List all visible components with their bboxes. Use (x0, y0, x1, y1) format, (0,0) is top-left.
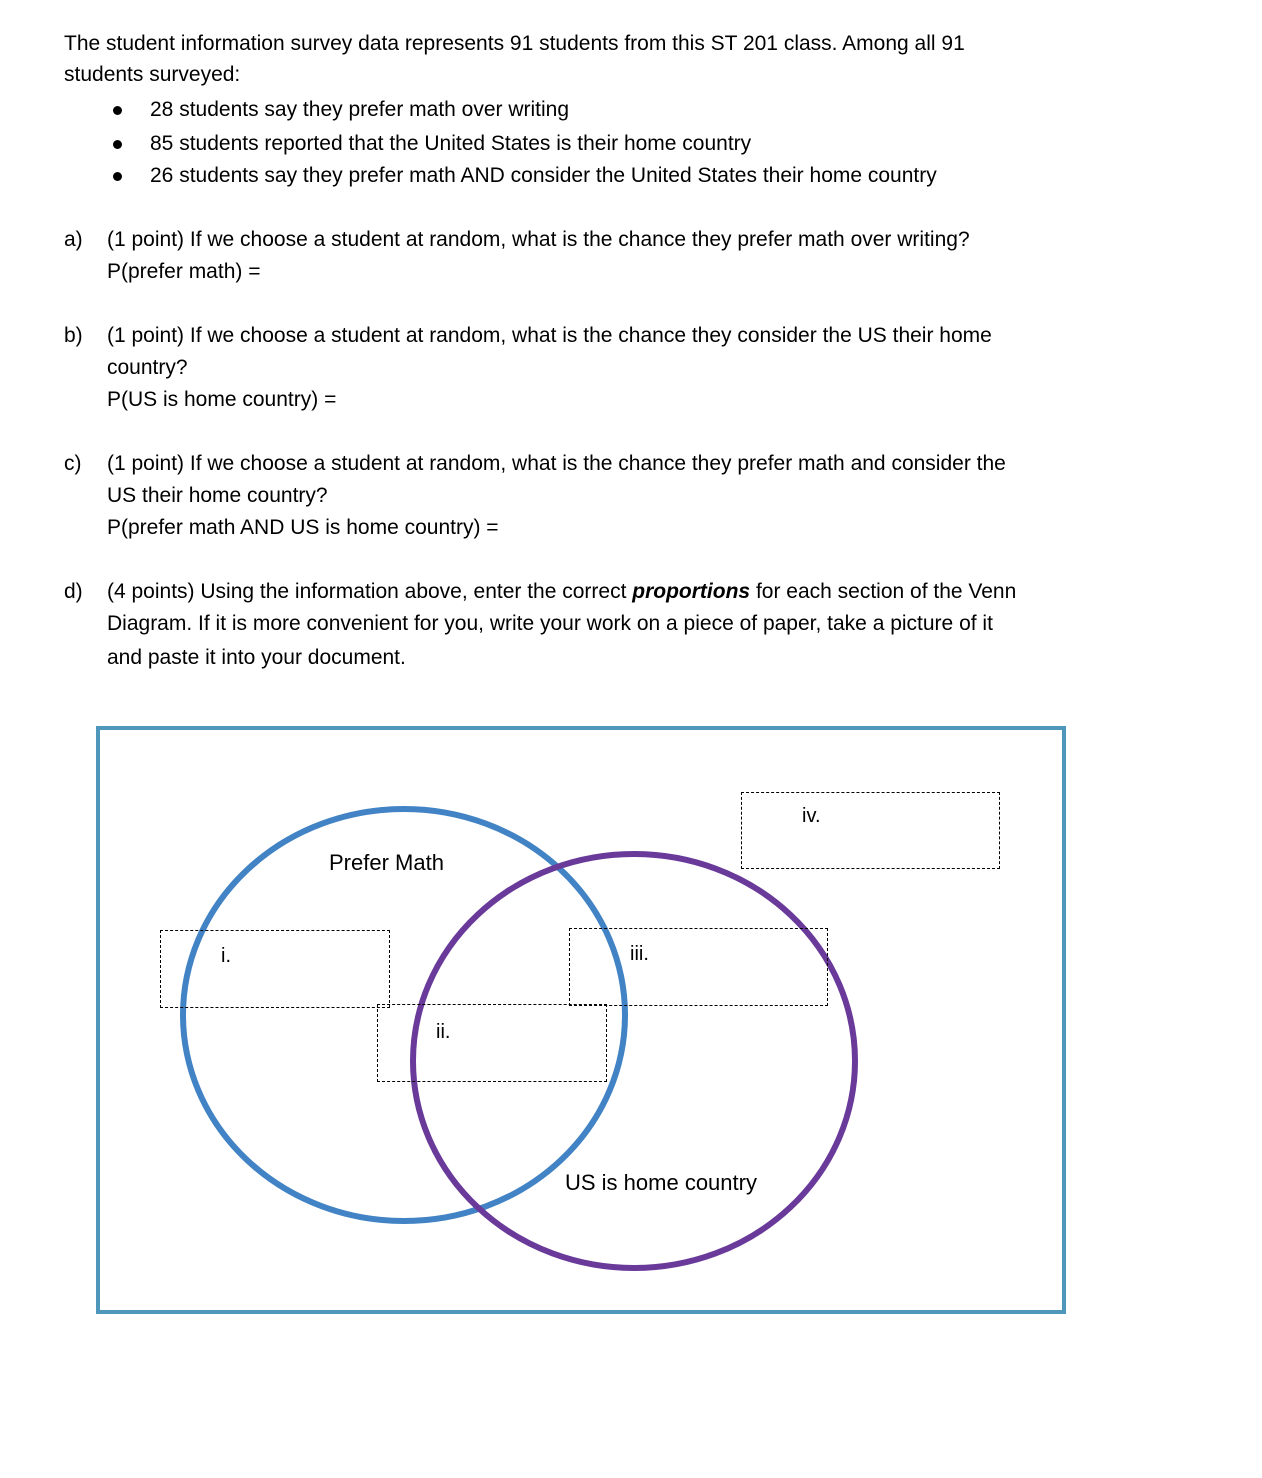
question-d-text-post: for each section of the Venn (750, 580, 1017, 603)
question-b-text-2: country? (107, 356, 188, 379)
bullet-item: 26 students say they prefer math AND consider the United States their home country (150, 164, 937, 187)
venn-label-us-home: US is home country (565, 1170, 757, 1195)
emphasis-proportions: proportions (632, 580, 751, 603)
box-label: iii. (630, 943, 649, 965)
intro-line-2: students surveyed: (64, 63, 241, 86)
question-c-label: c) (64, 452, 82, 475)
question-d-label: d) (64, 580, 83, 603)
question-c-text-2: US their home country? (107, 484, 328, 507)
box-label: i. (221, 945, 231, 967)
question-d-text-pre: (4 points) Using the information above, enter the correct (107, 580, 633, 603)
box-label: ii. (436, 1021, 451, 1043)
bullet-item: 85 students reported that the United States is their home country (150, 132, 752, 155)
intro-line-1: The student information survey data represents 91 students from this ST 201 class. Among all 91 (64, 32, 965, 55)
answer-box-iv[interactable] (741, 792, 1000, 869)
box-label: iv. (802, 805, 821, 827)
question-b-answer-prompt: P(US is home country) = (107, 388, 337, 411)
bullet-item: 28 students say they prefer math over writing (150, 98, 570, 121)
question-a-text: (1 point) If we choose a student at random, what is the chance they prefer math over writing? (107, 228, 970, 251)
venn-label-prefer-math: Prefer Math (329, 850, 444, 875)
question-d-text-2: Diagram. If it is more convenient for you, write your work on a piece of paper, take a picture of it (107, 612, 993, 635)
question-a-answer-prompt: P(prefer math) = (107, 260, 261, 283)
question-d-text-3: and paste it into your document. (107, 646, 406, 669)
answer-box-i[interactable] (160, 930, 390, 1008)
answer-box-iii[interactable] (569, 928, 828, 1006)
question-b-text: (1 point) If we choose a student at random, what is the chance they consider the US their home (107, 324, 992, 347)
question-c-answer-prompt: P(prefer math AND US is home country) = (107, 516, 499, 539)
question-a-label: a) (64, 228, 83, 251)
answer-box-ii[interactable] (377, 1004, 607, 1082)
question-b-label: b) (64, 324, 83, 347)
question-c-text: (1 point) If we choose a student at random, what is the chance they prefer math and consider the (107, 452, 1006, 475)
